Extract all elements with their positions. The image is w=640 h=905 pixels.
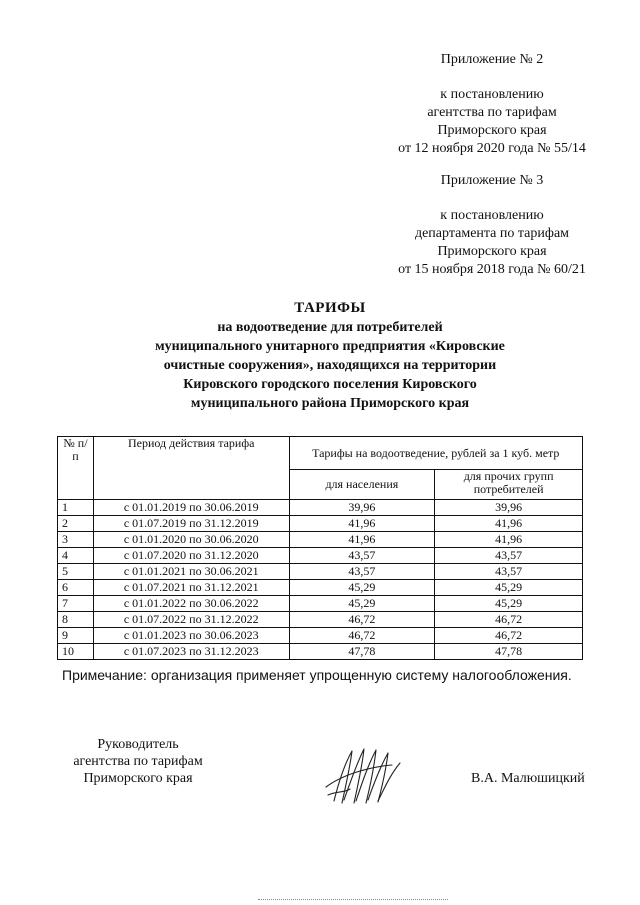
- row-number: 10: [58, 644, 94, 660]
- scan-artifact-line: [258, 899, 448, 901]
- head-position-line: агентства по тарифам: [73, 754, 203, 769]
- title-line: на водоотведение для потребителей: [217, 320, 443, 335]
- row-population-tariff: 45,29: [289, 596, 435, 612]
- appendix-2-line: Приморского края: [437, 123, 547, 138]
- table-row: [58, 628, 583, 644]
- table-row: [58, 644, 583, 660]
- row-number: 5: [58, 564, 94, 580]
- row-period: с 01.07.2019 по 31.12.2019: [93, 516, 289, 532]
- row-number: 9: [58, 628, 94, 644]
- row-others-tariff: 43,57: [435, 564, 583, 580]
- row-number: 7: [58, 596, 94, 612]
- row-others-tariff: 41,96: [435, 516, 583, 532]
- tax-note: Примечание: организация применяет упрощенную систему налогообложения.: [62, 667, 572, 683]
- table-row: [58, 548, 583, 564]
- title-line: очистные сооружения», находящихся на территории: [163, 358, 497, 373]
- table-row: [58, 516, 583, 532]
- table-row: [58, 564, 583, 580]
- row-period: с 01.07.2023 по 31.12.2023: [93, 644, 289, 660]
- handwritten-signature: [322, 745, 412, 807]
- appendix-2-line: к постановлению: [440, 87, 544, 102]
- row-others-tariff: 39,96: [435, 500, 583, 516]
- header-num: № п/п: [58, 437, 94, 500]
- appendix-3-line: департамента по тарифам: [414, 226, 570, 241]
- row-period: с 01.07.2022 по 31.12.2022: [93, 612, 289, 628]
- row-population-tariff: 47,78: [289, 644, 435, 660]
- document-title: [100, 299, 560, 413]
- row-population-tariff: 43,57: [289, 548, 435, 564]
- appendix-2-line: агентства по тарифам: [427, 105, 557, 120]
- appendix-3-line: Приморского края: [437, 244, 547, 259]
- row-period: с 01.01.2022 по 30.06.2022: [93, 596, 289, 612]
- appendix-3-title: Приложение № 3: [440, 173, 544, 188]
- title-main: ТАРИФЫ: [294, 300, 366, 316]
- row-period: с 01.01.2021 по 30.06.2021: [93, 564, 289, 580]
- header-period: Период действия тарифа: [93, 437, 289, 500]
- row-number: 2: [58, 516, 94, 532]
- appendix-3-line: от 15 ноября 2018 года № 60/21: [398, 262, 586, 277]
- appendix-3-block: [386, 172, 598, 279]
- appendix-2-title: Приложение № 2: [440, 52, 544, 67]
- row-period: с 01.01.2019 по 30.06.2019: [93, 500, 289, 516]
- row-number: 4: [58, 548, 94, 564]
- header-tariffs: Тарифы на водоотведение, рублей за 1 куб. метр: [289, 437, 583, 470]
- table-row: [58, 612, 583, 628]
- signer-name: В.А. Малюшицкий: [471, 771, 585, 786]
- head-position-line: Руководитель: [97, 737, 179, 752]
- row-others-tariff: 41,96: [435, 532, 583, 548]
- appendix-2-block: [386, 51, 598, 158]
- table-row: [58, 500, 583, 516]
- row-others-tariff: 45,29: [435, 580, 583, 596]
- row-population-tariff: 46,72: [289, 612, 435, 628]
- header-population: для населения: [289, 470, 435, 500]
- row-number: 6: [58, 580, 94, 596]
- table-row: [58, 580, 583, 596]
- row-population-tariff: 41,96: [289, 516, 435, 532]
- appendix-2-line: от 12 ноября 2020 года № 55/14: [398, 141, 586, 156]
- row-number: 8: [58, 612, 94, 628]
- title-line: муниципального района Приморского края: [190, 396, 470, 411]
- title-line: муниципального унитарного предприятия «Кировские: [155, 339, 505, 354]
- row-period: с 01.07.2020 по 31.12.2020: [93, 548, 289, 564]
- table-row: [58, 596, 583, 612]
- appendix-3-line: к постановлению: [440, 208, 544, 223]
- row-others-tariff: 43,57: [435, 548, 583, 564]
- table-row: [58, 532, 583, 548]
- row-population-tariff: 45,29: [289, 580, 435, 596]
- tariffs-table: [57, 436, 583, 660]
- row-others-tariff: 46,72: [435, 628, 583, 644]
- row-number: 1: [58, 500, 94, 516]
- row-population-tariff: 39,96: [289, 500, 435, 516]
- row-period: с 01.01.2020 по 30.06.2020: [93, 532, 289, 548]
- row-population-tariff: 41,96: [289, 532, 435, 548]
- header-others: для прочих групп потребителей: [435, 470, 583, 500]
- row-others-tariff: 47,78: [435, 644, 583, 660]
- head-position-line: Приморского края: [83, 771, 193, 786]
- title-line: Кировского городского поселения Кировского: [183, 377, 477, 392]
- row-period: с 01.01.2023 по 30.06.2023: [93, 628, 289, 644]
- row-population-tariff: 46,72: [289, 628, 435, 644]
- row-period: с 01.07.2021 по 31.12.2021: [93, 580, 289, 596]
- row-number: 3: [58, 532, 94, 548]
- row-others-tariff: 46,72: [435, 612, 583, 628]
- row-population-tariff: 43,57: [289, 564, 435, 580]
- head-position-block: [58, 736, 218, 787]
- row-others-tariff: 45,29: [435, 596, 583, 612]
